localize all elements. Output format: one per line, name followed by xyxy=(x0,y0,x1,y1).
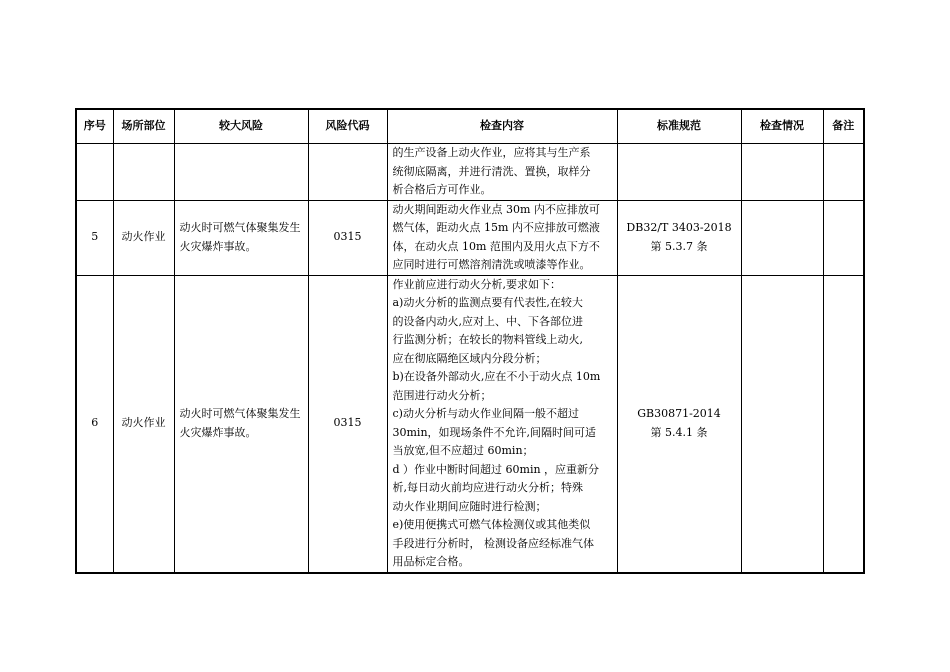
cell-remark xyxy=(823,144,864,201)
header-location: 场所部位 xyxy=(113,109,174,144)
cell-no: 6 xyxy=(76,275,113,573)
cell-risk: 动火时可燃气体聚集发生火灾爆炸事故。 xyxy=(174,275,308,573)
header-check-status: 检查情况 xyxy=(741,109,823,144)
content-line: 析,每日动火前均应进行动火分析；特殊 xyxy=(392,481,583,494)
risk-inspection-table xyxy=(75,108,865,574)
header-remark: 备注 xyxy=(823,109,864,144)
content-line: 应在彻底隔绝区域内分段分析； xyxy=(392,351,547,365)
cell-no: 5 xyxy=(76,200,113,275)
cell-no xyxy=(76,144,113,201)
cell-check-status xyxy=(741,144,823,201)
content-line: 体，在动火点 10m 范围内及用火点下方不 xyxy=(392,239,600,253)
cell-check-content xyxy=(387,144,617,201)
content-line: 手段进行分析时， 检测设备应经标准气体 xyxy=(392,536,594,550)
content-line: 统彻底隔离，并进行清洗、置换，取样分 xyxy=(392,164,591,178)
content-line: a)动火分析的监测点要有代表性,在较大 xyxy=(392,296,583,309)
table-row xyxy=(76,275,864,573)
table-header-row xyxy=(76,109,864,144)
content-line: 的设备内动火,应对上、中、下各部位进 xyxy=(392,314,583,328)
cell-remark xyxy=(823,275,864,573)
content-line: 30min，如现场条件不允许,间隔时间可适 xyxy=(392,425,597,439)
header-no: 序号 xyxy=(76,109,113,144)
standard-clause: 第 5.3.7 条 xyxy=(650,239,708,253)
cell-risk xyxy=(174,144,308,201)
content-line: 的生产设备上动火作业，应将其与生产系 xyxy=(392,146,591,159)
content-line: 应同时进行可燃溶剂清洗或喷漆等作业。 xyxy=(392,258,591,271)
cell-check-content xyxy=(387,200,617,275)
cell-location: 动火作业 xyxy=(113,200,174,275)
content-line: 燃气体，距动火点 15m 内不应排放可燃液 xyxy=(392,221,600,234)
header-check-content: 检查内容 xyxy=(387,109,617,144)
cell-location xyxy=(113,144,174,201)
header-standard: 标准规范 xyxy=(617,109,741,144)
cell-remark xyxy=(823,200,864,275)
header-risk-code: 风险代码 xyxy=(308,109,387,144)
table-row xyxy=(76,200,864,275)
cell-risk: 动火时可燃气体聚集发生火灾爆炸事故。 xyxy=(174,200,308,275)
table-row xyxy=(76,144,864,201)
cell-risk-code: 0315 xyxy=(308,200,387,275)
cell-location: 动火作业 xyxy=(113,275,174,573)
cell-standard xyxy=(617,200,741,275)
content-line: e)使用便携式可燃气体检测仪或其他类似 xyxy=(392,518,591,531)
content-line: 行监测分析；在较长的物料管线上动火, xyxy=(392,333,583,346)
cell-risk-code: 0315 xyxy=(308,275,387,573)
cell-check-content xyxy=(387,275,617,573)
content-line: 用品标定合格。 xyxy=(392,555,470,568)
content-line: 动火作业期间应随时进行检测； xyxy=(392,499,547,513)
standard-code: DB32/T 3403-2018 xyxy=(626,221,732,234)
content-line: 范围进行动火分析； xyxy=(392,388,492,402)
content-line: 析合格后方可作业。 xyxy=(392,183,492,196)
standard-code: GB30871-2014 xyxy=(637,407,721,420)
content-line: d ）作业中断时间超过 60min ，应重新分 xyxy=(392,462,600,476)
cell-risk-code xyxy=(308,144,387,201)
content-line: 当放宽,但不应超过 60min； xyxy=(392,444,534,457)
cell-standard xyxy=(617,275,741,573)
header-risk: 较大风险 xyxy=(174,109,308,144)
standard-clause: 第 5.4.1 条 xyxy=(650,425,708,439)
content-line: 动火期间距动火作业点 30m 内不应排放可 xyxy=(392,202,600,216)
cell-check-status xyxy=(741,275,823,573)
content-line: b)在设备外部动火,应在不小于动火点 10m xyxy=(392,370,601,383)
content-line: 作业前应进行动火分析,要求如下： xyxy=(392,277,561,291)
cell-standard xyxy=(617,144,741,201)
cell-check-status xyxy=(741,200,823,275)
content-line: c)动火分析与动火作业间隔一般不超过 xyxy=(392,407,579,420)
